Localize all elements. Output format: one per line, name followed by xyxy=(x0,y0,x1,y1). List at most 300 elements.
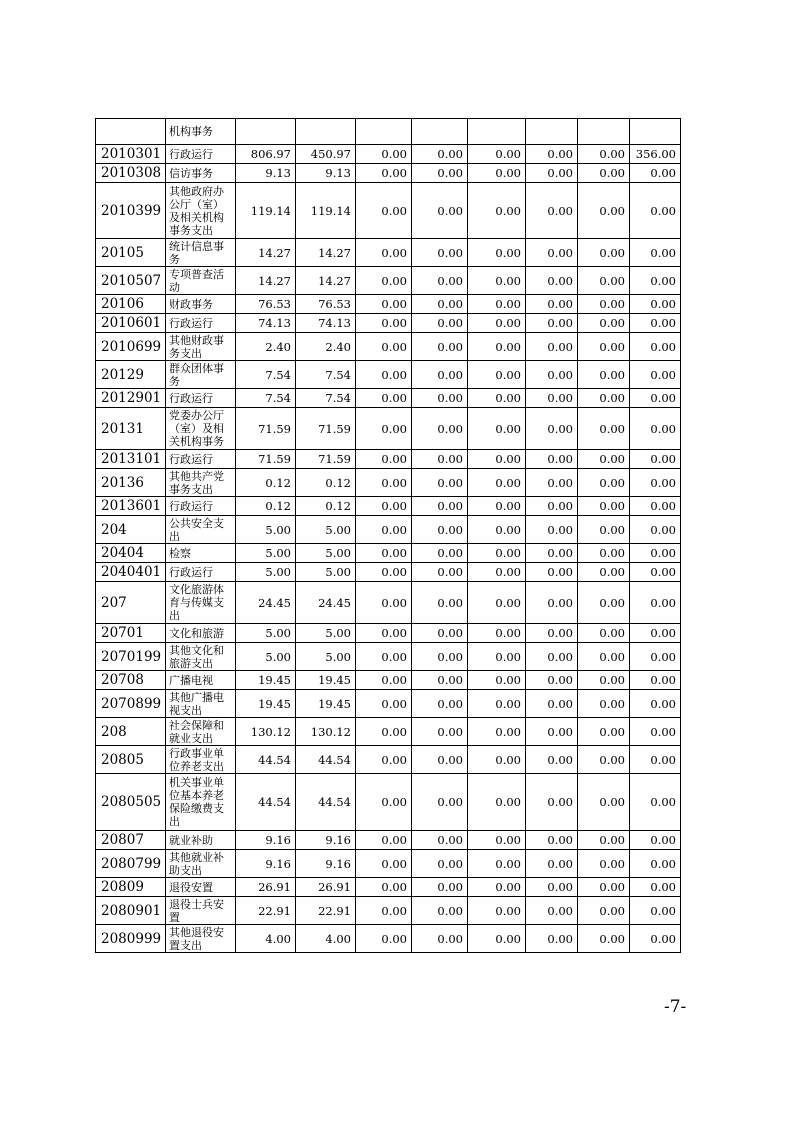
amount-cell: 0.00 xyxy=(630,624,681,643)
amount-cell: 0.00 xyxy=(468,314,526,333)
amount-cell: 0.00 xyxy=(630,544,681,563)
amount-cell: 0.00 xyxy=(356,582,412,624)
subject-code: 2012901 xyxy=(96,389,166,408)
amount-cell: 356.00 xyxy=(630,145,681,164)
amount-cell: 0.00 xyxy=(356,408,412,450)
amount-cell: 0.00 xyxy=(356,450,412,469)
table-row xyxy=(96,408,681,450)
amount-cell: 0.00 xyxy=(412,314,468,333)
table-body xyxy=(96,119,681,953)
amount-cell xyxy=(356,119,412,145)
amount-cell: 0.00 xyxy=(526,850,578,878)
amount-cell: 0.00 xyxy=(412,389,468,408)
amount-cell: 806.97 xyxy=(236,145,296,164)
amount-cell: 0.00 xyxy=(412,408,468,450)
amount-cell: 0.00 xyxy=(356,671,412,690)
amount-cell: 0.00 xyxy=(412,897,468,925)
table-row xyxy=(96,718,681,746)
amount-cell: 0.00 xyxy=(412,267,468,295)
amount-cell: 0.00 xyxy=(468,333,526,361)
amount-cell: 0.00 xyxy=(468,295,526,314)
amount-cell: 0.00 xyxy=(468,878,526,897)
amount-cell: 0.00 xyxy=(578,295,630,314)
table-row xyxy=(96,469,681,497)
subject-name: 行政运行 xyxy=(166,314,236,333)
amount-cell xyxy=(296,119,356,145)
amount-cell: 71.59 xyxy=(236,450,296,469)
amount-cell: 0.00 xyxy=(526,497,578,516)
amount-cell: 0.00 xyxy=(526,544,578,563)
amount-cell: 5.00 xyxy=(296,544,356,563)
table-row xyxy=(96,850,681,878)
amount-cell: 0.00 xyxy=(412,925,468,953)
subject-name: 行政运行 xyxy=(166,563,236,582)
subject-name: 行政运行 xyxy=(166,497,236,516)
subject-code: 20701 xyxy=(96,624,166,643)
amount-cell: 0.00 xyxy=(356,831,412,850)
amount-cell: 44.54 xyxy=(236,774,296,831)
subject-name: 其他文化和旅游支出 xyxy=(166,643,236,671)
amount-cell: 0.00 xyxy=(468,643,526,671)
amount-cell: 0.00 xyxy=(578,878,630,897)
amount-cell: 0.00 xyxy=(412,361,468,389)
amount-cell: 0.00 xyxy=(468,624,526,643)
subject-name: 信访事务 xyxy=(166,164,236,183)
amount-cell: 0.00 xyxy=(578,239,630,267)
amount-cell: 0.00 xyxy=(526,267,578,295)
amount-cell: 44.54 xyxy=(296,774,356,831)
amount-cell: 0.00 xyxy=(578,690,630,718)
amount-cell: 0.00 xyxy=(578,516,630,544)
subject-name: 其他退役安置支出 xyxy=(166,925,236,953)
subject-name: 行政事业单位养老支出 xyxy=(166,746,236,774)
amount-cell: 0.00 xyxy=(412,774,468,831)
amount-cell: 9.16 xyxy=(236,831,296,850)
subject-name: 群众团体事务 xyxy=(166,361,236,389)
subject-name: 行政运行 xyxy=(166,145,236,164)
subject-name: 党委办公厅（室）及相关机构事务 xyxy=(166,408,236,450)
subject-code: 20805 xyxy=(96,746,166,774)
amount-cell: 0.00 xyxy=(526,239,578,267)
table-row xyxy=(96,774,681,831)
amount-cell: 19.45 xyxy=(296,690,356,718)
subject-code: 204 xyxy=(96,516,166,544)
amount-cell: 0.00 xyxy=(630,831,681,850)
amount-cell: 0.00 xyxy=(412,671,468,690)
amount-cell: 0.00 xyxy=(356,925,412,953)
subject-name: 其他政府办公厅（室）及相关机构事务支出 xyxy=(166,183,236,239)
amount-cell xyxy=(412,119,468,145)
amount-cell: 0.00 xyxy=(578,643,630,671)
amount-cell: 0.00 xyxy=(356,333,412,361)
subject-name: 行政运行 xyxy=(166,389,236,408)
amount-cell: 0.00 xyxy=(578,408,630,450)
amount-cell: 0.00 xyxy=(356,295,412,314)
amount-cell: 0.00 xyxy=(356,774,412,831)
amount-cell: 0.00 xyxy=(578,497,630,516)
amount-cell: 0.00 xyxy=(356,897,412,925)
amount-cell: 0.00 xyxy=(630,361,681,389)
amount-cell: 0.00 xyxy=(468,361,526,389)
amount-cell: 71.59 xyxy=(236,408,296,450)
amount-cell: 0.12 xyxy=(236,469,296,497)
subject-code: 20105 xyxy=(96,239,166,267)
amount-cell: 0.00 xyxy=(412,239,468,267)
amount-cell: 0.00 xyxy=(356,314,412,333)
amount-cell: 0.00 xyxy=(526,878,578,897)
subject-code: 2010308 xyxy=(96,164,166,183)
amount-cell: 19.45 xyxy=(236,671,296,690)
amount-cell: 0.00 xyxy=(412,516,468,544)
table-row xyxy=(96,450,681,469)
amount-cell: 14.27 xyxy=(296,239,356,267)
subject-code: 2013101 xyxy=(96,450,166,469)
subject-code: 20106 xyxy=(96,295,166,314)
amount-cell: 0.00 xyxy=(630,878,681,897)
subject-name: 公共安全支出 xyxy=(166,516,236,544)
amount-cell: 0.00 xyxy=(630,497,681,516)
amount-cell: 0.00 xyxy=(412,469,468,497)
amount-cell: 71.59 xyxy=(296,408,356,450)
amount-cell: 5.00 xyxy=(236,643,296,671)
amount-cell: 0.00 xyxy=(630,897,681,925)
subject-name: 其他财政事务支出 xyxy=(166,333,236,361)
table-row xyxy=(96,389,681,408)
amount-cell: 22.91 xyxy=(296,897,356,925)
amount-cell: 0.00 xyxy=(526,897,578,925)
amount-cell: 0.00 xyxy=(526,925,578,953)
amount-cell: 0.00 xyxy=(526,361,578,389)
amount-cell: 0.00 xyxy=(630,516,681,544)
amount-cell: 0.00 xyxy=(578,314,630,333)
amount-cell: 7.54 xyxy=(296,361,356,389)
subject-code: 20136 xyxy=(96,469,166,497)
subject-name: 机关事业单位基本养老保险缴费支出 xyxy=(166,774,236,831)
amount-cell: 0.00 xyxy=(356,183,412,239)
amount-cell: 0.00 xyxy=(630,450,681,469)
subject-code: 2080505 xyxy=(96,774,166,831)
amount-cell: 14.27 xyxy=(236,239,296,267)
subject-code: 2080799 xyxy=(96,850,166,878)
amount-cell: 0.00 xyxy=(412,164,468,183)
amount-cell: 0.00 xyxy=(578,164,630,183)
amount-cell: 0.00 xyxy=(412,145,468,164)
amount-cell: 0.00 xyxy=(412,450,468,469)
amount-cell: 5.00 xyxy=(296,643,356,671)
amount-cell: 0.00 xyxy=(356,643,412,671)
table-row xyxy=(96,878,681,897)
table-row xyxy=(96,925,681,953)
subject-name: 统计信息事务 xyxy=(166,239,236,267)
amount-cell xyxy=(526,119,578,145)
table-row xyxy=(96,164,681,183)
amount-cell: 19.45 xyxy=(296,671,356,690)
table-row xyxy=(96,690,681,718)
subject-code: 207 xyxy=(96,582,166,624)
amount-cell: 0.00 xyxy=(578,361,630,389)
subject-code: 2070199 xyxy=(96,643,166,671)
amount-cell: 0.00 xyxy=(356,690,412,718)
amount-cell: 119.14 xyxy=(236,183,296,239)
amount-cell: 0.00 xyxy=(356,544,412,563)
amount-cell: 5.00 xyxy=(296,624,356,643)
amount-cell: 0.00 xyxy=(468,450,526,469)
amount-cell: 0.00 xyxy=(356,267,412,295)
amount-cell: 24.45 xyxy=(296,582,356,624)
amount-cell: 0.00 xyxy=(526,295,578,314)
subject-code: 2013601 xyxy=(96,497,166,516)
amount-cell: 22.91 xyxy=(236,897,296,925)
amount-cell: 0.00 xyxy=(578,925,630,953)
amount-cell: 9.16 xyxy=(296,850,356,878)
amount-cell: 0.00 xyxy=(412,850,468,878)
amount-cell: 2.40 xyxy=(296,333,356,361)
amount-cell: 74.13 xyxy=(296,314,356,333)
amount-cell: 7.54 xyxy=(296,389,356,408)
amount-cell: 0.00 xyxy=(578,624,630,643)
amount-cell: 0.00 xyxy=(526,746,578,774)
amount-cell: 19.45 xyxy=(236,690,296,718)
amount-cell: 0.00 xyxy=(578,333,630,361)
amount-cell: 4.00 xyxy=(296,925,356,953)
amount-cell: 9.13 xyxy=(296,164,356,183)
amount-cell: 0.00 xyxy=(468,389,526,408)
amount-cell: 44.54 xyxy=(236,746,296,774)
amount-cell: 0.00 xyxy=(630,718,681,746)
amount-cell: 26.91 xyxy=(296,878,356,897)
amount-cell: 0.00 xyxy=(468,544,526,563)
amount-cell: 0.00 xyxy=(468,897,526,925)
amount-cell: 7.54 xyxy=(236,389,296,408)
table-row xyxy=(96,582,681,624)
subject-name: 行政运行 xyxy=(166,450,236,469)
subject-name: 检察 xyxy=(166,544,236,563)
amount-cell: 0.00 xyxy=(630,295,681,314)
subject-name: 文化旅游体育与传媒支出 xyxy=(166,582,236,624)
amount-cell: 0.00 xyxy=(356,850,412,878)
amount-cell: 0.12 xyxy=(296,497,356,516)
amount-cell: 9.13 xyxy=(236,164,296,183)
amount-cell: 0.00 xyxy=(412,497,468,516)
amount-cell: 0.00 xyxy=(468,145,526,164)
subject-name: 机构事务 xyxy=(166,119,236,145)
amount-cell: 0.00 xyxy=(630,582,681,624)
amount-cell: 0.00 xyxy=(526,624,578,643)
amount-cell: 0.00 xyxy=(630,563,681,582)
table-row xyxy=(96,831,681,850)
amount-cell: 2.40 xyxy=(236,333,296,361)
amount-cell: 0.00 xyxy=(526,164,578,183)
amount-cell: 0.00 xyxy=(526,831,578,850)
amount-cell: 450.97 xyxy=(296,145,356,164)
amount-cell: 0.00 xyxy=(468,774,526,831)
amount-cell: 0.00 xyxy=(412,544,468,563)
amount-cell: 0.00 xyxy=(630,389,681,408)
amount-cell: 0.00 xyxy=(578,718,630,746)
amount-cell: 130.12 xyxy=(236,718,296,746)
amount-cell: 0.00 xyxy=(578,145,630,164)
amount-cell: 0.00 xyxy=(630,408,681,450)
amount-cell: 0.00 xyxy=(468,516,526,544)
table-row xyxy=(96,183,681,239)
subject-code: 20708 xyxy=(96,671,166,690)
amount-cell: 0.00 xyxy=(412,624,468,643)
amount-cell: 0.00 xyxy=(630,643,681,671)
amount-cell: 0.00 xyxy=(578,544,630,563)
subject-code: 2080999 xyxy=(96,925,166,953)
amount-cell: 76.53 xyxy=(236,295,296,314)
subject-name: 文化和旅游 xyxy=(166,624,236,643)
amount-cell: 0.00 xyxy=(468,925,526,953)
amount-cell: 130.12 xyxy=(296,718,356,746)
subject-name: 就业补助 xyxy=(166,831,236,850)
amount-cell: 0.00 xyxy=(412,746,468,774)
subject-name: 其他共产党事务支出 xyxy=(166,469,236,497)
amount-cell: 0.00 xyxy=(356,624,412,643)
amount-cell: 0.00 xyxy=(356,145,412,164)
amount-cell: 0.00 xyxy=(468,671,526,690)
table-row xyxy=(96,145,681,164)
amount-cell: 14.27 xyxy=(296,267,356,295)
amount-cell: 0.00 xyxy=(526,718,578,746)
amount-cell: 0.00 xyxy=(412,295,468,314)
table-row xyxy=(96,897,681,925)
amount-cell: 5.00 xyxy=(236,563,296,582)
table-row xyxy=(96,671,681,690)
amount-cell: 0.00 xyxy=(630,469,681,497)
amount-cell: 0.00 xyxy=(630,267,681,295)
subject-code: 20807 xyxy=(96,831,166,850)
amount-cell: 76.53 xyxy=(296,295,356,314)
amount-cell: 0.00 xyxy=(526,314,578,333)
amount-cell: 0.00 xyxy=(468,850,526,878)
amount-cell: 0.00 xyxy=(356,469,412,497)
amount-cell: 0.00 xyxy=(468,408,526,450)
amount-cell: 0.00 xyxy=(356,516,412,544)
amount-cell: 0.00 xyxy=(630,850,681,878)
amount-cell: 0.00 xyxy=(356,878,412,897)
table-row xyxy=(96,333,681,361)
subject-code: 208 xyxy=(96,718,166,746)
amount-cell: 0.00 xyxy=(412,690,468,718)
subject-code: 20129 xyxy=(96,361,166,389)
amount-cell: 7.54 xyxy=(236,361,296,389)
amount-cell: 0.00 xyxy=(630,774,681,831)
subject-name: 广播电视 xyxy=(166,671,236,690)
table-row xyxy=(96,497,681,516)
amount-cell: 0.00 xyxy=(578,831,630,850)
table-row xyxy=(96,361,681,389)
amount-cell: 0.00 xyxy=(526,469,578,497)
amount-cell: 0.00 xyxy=(578,671,630,690)
amount-cell: 71.59 xyxy=(296,450,356,469)
amount-cell: 0.00 xyxy=(468,582,526,624)
amount-cell: 0.00 xyxy=(630,746,681,774)
amount-cell: 0.00 xyxy=(526,183,578,239)
amount-cell: 9.16 xyxy=(236,850,296,878)
amount-cell: 0.00 xyxy=(578,774,630,831)
amount-cell: 0.00 xyxy=(526,450,578,469)
amount-cell: 0.00 xyxy=(468,164,526,183)
amount-cell: 0.00 xyxy=(356,239,412,267)
table-row xyxy=(96,267,681,295)
amount-cell: 0.00 xyxy=(630,239,681,267)
subject-name: 财政事务 xyxy=(166,295,236,314)
amount-cell: 0.00 xyxy=(630,183,681,239)
amount-cell: 0.00 xyxy=(526,333,578,361)
amount-cell: 0.00 xyxy=(356,389,412,408)
table-row xyxy=(96,295,681,314)
subject-name: 退役士兵安置 xyxy=(166,897,236,925)
amount-cell: 74.13 xyxy=(236,314,296,333)
amount-cell: 0.00 xyxy=(578,897,630,925)
subject-code xyxy=(96,119,166,145)
table-row xyxy=(96,544,681,563)
amount-cell: 0.00 xyxy=(412,878,468,897)
table-row xyxy=(96,624,681,643)
subject-code: 20404 xyxy=(96,544,166,563)
amount-cell: 0.00 xyxy=(468,746,526,774)
amount-cell: 5.00 xyxy=(236,544,296,563)
amount-cell: 0.00 xyxy=(526,774,578,831)
amount-cell: 0.00 xyxy=(412,582,468,624)
amount-cell xyxy=(630,119,681,145)
subject-name: 其他广播电视支出 xyxy=(166,690,236,718)
amount-cell: 0.00 xyxy=(356,164,412,183)
subject-code: 2010601 xyxy=(96,314,166,333)
amount-cell: 0.00 xyxy=(468,563,526,582)
amount-cell: 0.00 xyxy=(578,850,630,878)
table-row xyxy=(96,314,681,333)
amount-cell xyxy=(236,119,296,145)
amount-cell: 0.00 xyxy=(630,671,681,690)
subject-name: 其他就业补助支出 xyxy=(166,850,236,878)
amount-cell: 0.00 xyxy=(526,582,578,624)
amount-cell: 24.45 xyxy=(236,582,296,624)
amount-cell: 5.00 xyxy=(236,624,296,643)
amount-cell: 0.00 xyxy=(578,450,630,469)
amount-cell: 0.00 xyxy=(356,718,412,746)
amount-cell: 0.00 xyxy=(526,643,578,671)
amount-cell: 0.00 xyxy=(412,831,468,850)
subject-code: 2070899 xyxy=(96,690,166,718)
table-row xyxy=(96,516,681,544)
amount-cell: 0.00 xyxy=(356,563,412,582)
amount-cell: 0.00 xyxy=(630,314,681,333)
amount-cell: 0.00 xyxy=(630,164,681,183)
amount-cell: 14.27 xyxy=(236,267,296,295)
table-row xyxy=(96,563,681,582)
amount-cell: 9.16 xyxy=(296,831,356,850)
amount-cell: 0.00 xyxy=(630,925,681,953)
subject-code: 2010507 xyxy=(96,267,166,295)
amount-cell: 0.00 xyxy=(526,690,578,718)
amount-cell: 0.00 xyxy=(630,333,681,361)
subject-code: 2080901 xyxy=(96,897,166,925)
amount-cell: 0.00 xyxy=(468,831,526,850)
amount-cell: 4.00 xyxy=(236,925,296,953)
subject-code: 20131 xyxy=(96,408,166,450)
amount-cell: 0.00 xyxy=(578,582,630,624)
amount-cell: 5.00 xyxy=(296,516,356,544)
amount-cell: 0.00 xyxy=(578,469,630,497)
amount-cell: 0.00 xyxy=(578,267,630,295)
amount-cell: 0.00 xyxy=(578,183,630,239)
amount-cell: 0.00 xyxy=(526,145,578,164)
subject-code: 2040401 xyxy=(96,563,166,582)
amount-cell: 0.00 xyxy=(356,497,412,516)
amount-cell: 0.00 xyxy=(356,361,412,389)
